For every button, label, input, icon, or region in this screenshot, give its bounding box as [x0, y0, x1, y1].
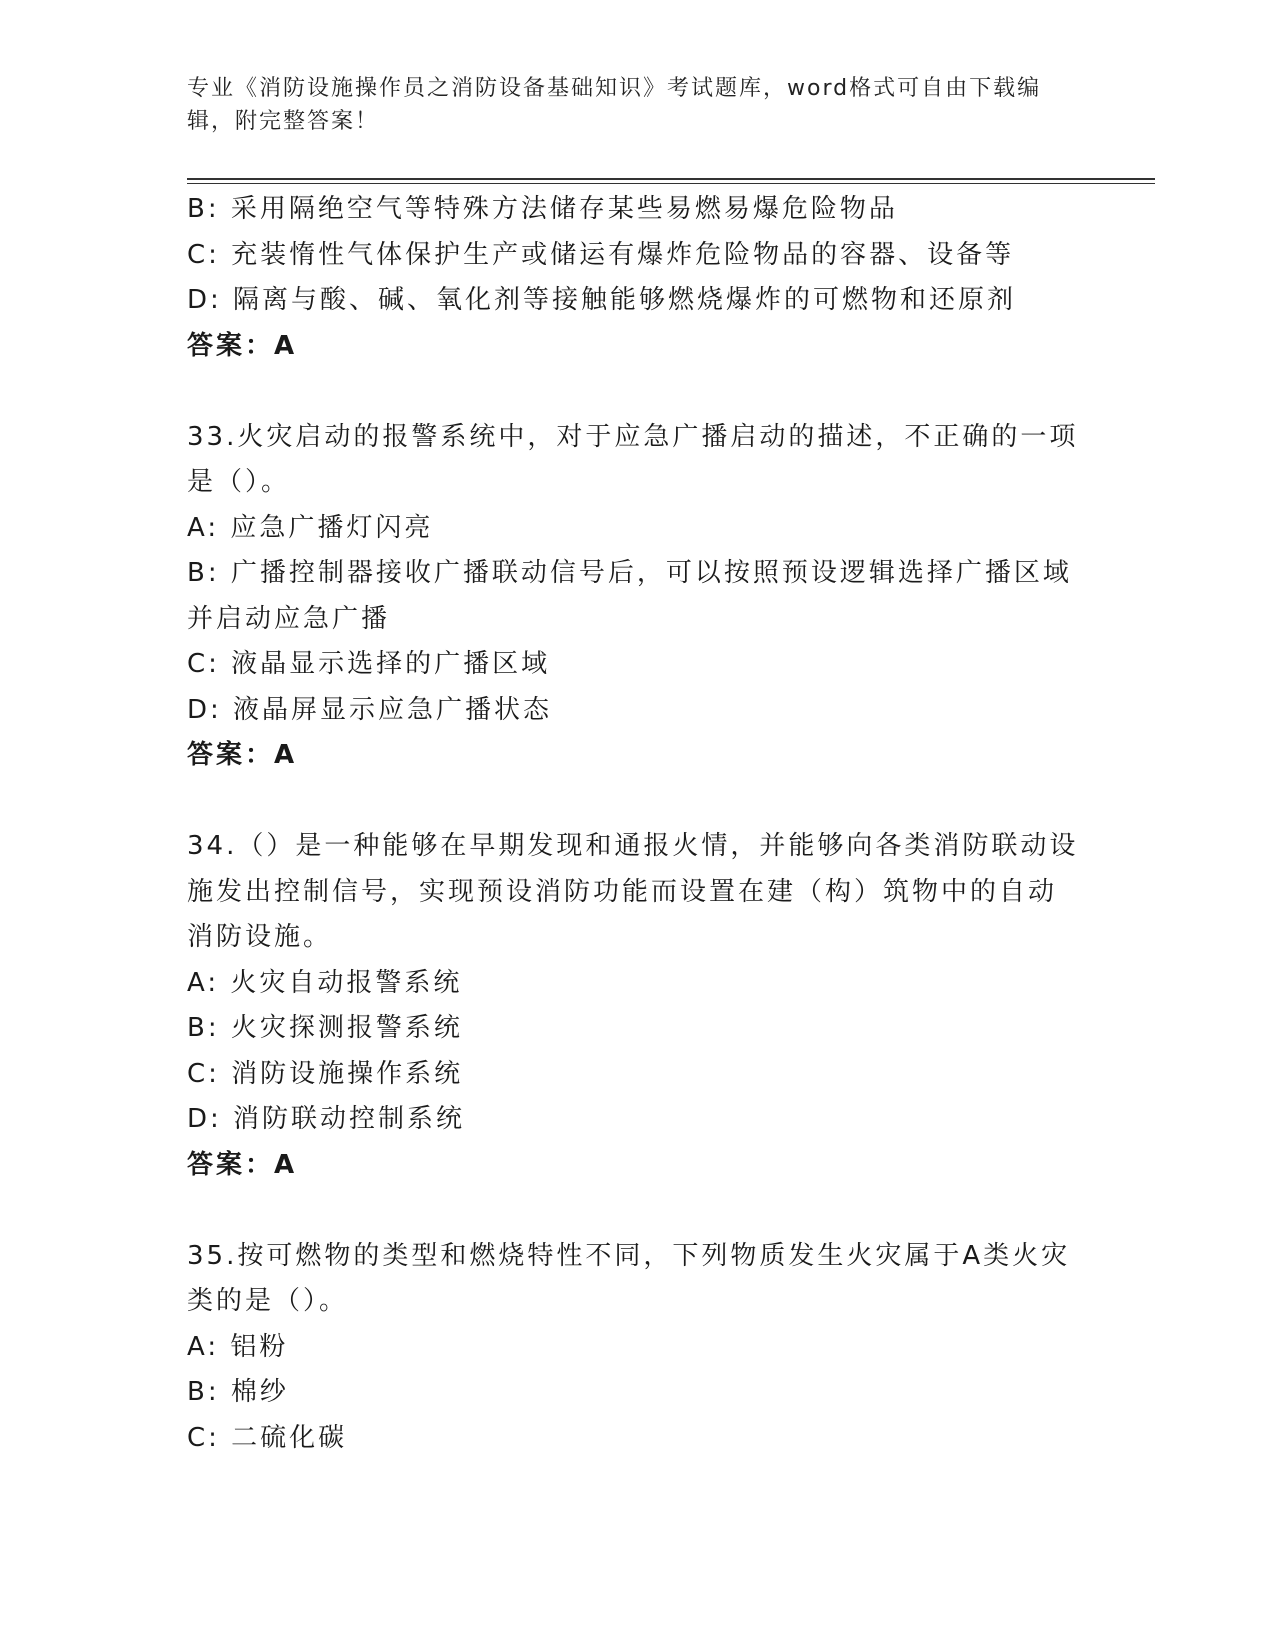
option-c: C: 二硫化碳 — [187, 1422, 348, 1453]
answer-line: 答案：A — [187, 1149, 298, 1180]
option-b-continued: 并启动应急广播 — [187, 603, 391, 634]
spacer — [187, 779, 1087, 825]
question-stem-line: 消防设施。 — [187, 922, 333, 952]
option-d: D: 隔离与酸、碱、氧化剂等接触能够燃烧爆炸的可燃物和还原剂 — [187, 285, 1017, 315]
option-a: A: 应急广播灯闪亮 — [187, 512, 434, 543]
answer-line: 答案：A — [187, 330, 298, 361]
answer-line: 答案：A — [187, 740, 298, 770]
option-a: A: 铝粉 — [187, 1331, 289, 1362]
question-stem-line: 施发出控制信号，实现预设消防功能而设置在建（构）筑物中的自动 — [187, 876, 1058, 907]
option-a: A: 火灾自动报警系统 — [187, 967, 463, 998]
spacer — [187, 1188, 1087, 1234]
option-c: C: 消防设施操作系统 — [187, 1058, 464, 1089]
question-stem-line: 35.按可燃物的类型和燃烧特性不同，下列物质发生火灾属于A类火灾 — [187, 1240, 1071, 1271]
option-b: B: 采用隔绝空气等特殊方法储存某些易燃易爆危险物品 — [187, 194, 898, 224]
option-b: B: 棉纱 — [187, 1377, 289, 1407]
question-33 — [187, 415, 1087, 779]
option-c: C: 液晶显示选择的广播区域 — [187, 649, 551, 679]
option-c: C: 充装惰性气体保护生产或储运有爆炸危险物品的容器、设备等 — [187, 239, 1015, 270]
header-line-2: 辑，附完整答案！ — [187, 109, 380, 134]
option-d: D: 消防联动控制系统 — [187, 1104, 466, 1134]
spacer — [187, 369, 1087, 415]
question-stem-line: 类的是（）。 — [187, 1286, 349, 1316]
question-stem-line: 是（）。 — [187, 467, 291, 497]
question-stem-line: 33.火灾启动的报警系统中，对于应急广播启动的描述，不正确的一项 — [187, 421, 1079, 452]
question-content — [187, 187, 1087, 1461]
header-divider-thick — [187, 178, 1155, 180]
question-32-continued — [187, 187, 1087, 369]
option-b: B: 广播控制器接收广播联动信号后，可以按照预设逻辑选择广播区域 — [187, 558, 1072, 588]
question-34 — [187, 824, 1087, 1188]
option-b: B: 火灾探测报警系统 — [187, 1013, 463, 1043]
question-35 — [187, 1234, 1087, 1462]
question-stem-line: 34.（）是一种能够在早期发现和通报火情，并能够向各类消防联动设 — [187, 831, 1079, 861]
header-divider-thin — [187, 183, 1155, 184]
header-line-1: 专业《消防设施操作员之消防设备基础知识》考试题库，word格式可自由下载编 — [187, 76, 1042, 101]
option-d: D: 液晶屏显示应急广播状态 — [187, 694, 553, 725]
document-header — [187, 72, 1067, 138]
